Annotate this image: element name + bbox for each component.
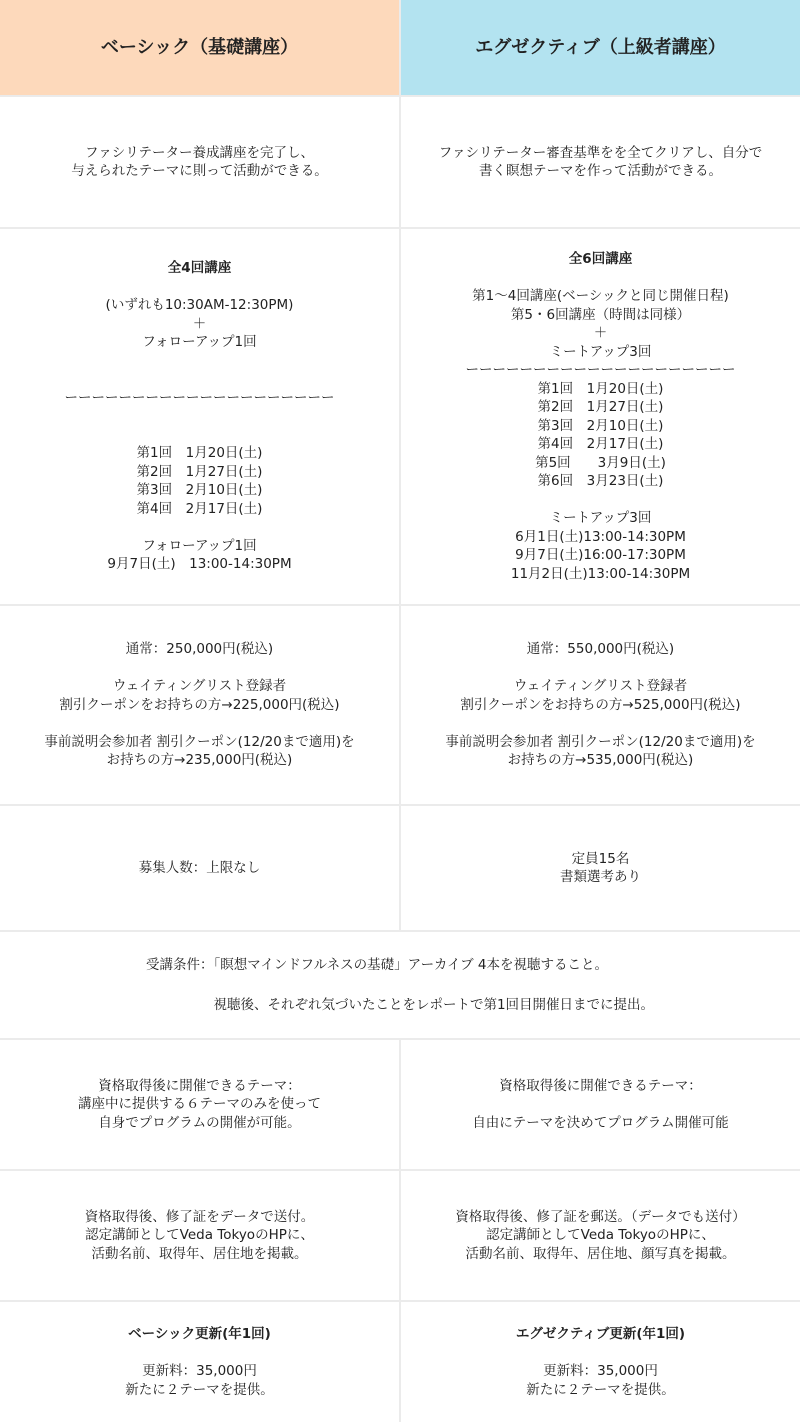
basic-certificate-cell — [0, 1171, 399, 1300]
executive-schedule-body: 第1〜4回講座(ベーシックと同じ開催日程) 第5・6回講座（時間は同様） ＋ ミートアップ3回 ーーーーーーーーーーーーーーーーーーーー 第1回 1月20日(土) 第2回 1月27日(土) 第3回 2月10日(土) 第4回 2月17日(土) 第5回 3月9日(土) 第6回 3月23日(土) ミートアップ3回 6月1日(土)13:00-14:30PM 9月7日(土)16:00-17:30PM 11月2日(土)13:00-14:30PM — [465, 288, 736, 582]
basic-certificate-text: 資格取得後、修了証をデータで送付。 認定講師としてVeda TokyoのHPに、 活動名前、取得年、居住地を掲載。 — [84, 1208, 315, 1262]
basic-renewal-body: 更新料：35,000円 新たに２テーマを提供。 — [125, 1363, 274, 1398]
executive-price-text: 通常：550,000円(税込) ウェイティングリスト登録者 割引クーポンをお持ちの方→525,000円(税込) 事前説明会参加者 割引クーポン(12/20まで適用)を お持ちの方→535,000円(税込) — [445, 641, 756, 769]
executive-capacity-text: 定員15名 書類選考あり — [560, 850, 641, 885]
basic-schedule — [65, 241, 335, 593]
executive-renewal-title: エグゼクティブ更新(年1回) — [515, 1326, 686, 1342]
basic-price-text: 通常：250,000円(税込) ウェイティングリスト登録者 割引クーポンをお持ちの方→225,000円(税込) 事前説明会参加者 割引クーポン(12/20まで適用)を お持ちの方→235,000円(税込) — [44, 641, 355, 769]
basic-capacity-text: 募集人数：上限なし — [138, 859, 261, 876]
executive-renewal — [516, 1307, 685, 1418]
basic-header-title: ベーシック（基礎講座） — [100, 36, 299, 58]
executive-renewal-body: 更新料：35,000円 新たに２テーマを提供。 — [526, 1363, 675, 1398]
basic-header — [0, 0, 399, 95]
basic-renewal-cell — [0, 1302, 399, 1422]
condition-line-1: 受講条件：「瞑想マインドフルネスの基礎」アーカイブ 4本を視聴すること。 — [145, 956, 608, 973]
basic-schedule-body: (いずれも10:30AM-12:30PM) ＋ フォローアップ1回 ーーーーーーーーーーーーーーーーーーーー 第1回 1月20日(土) 第2回 1月27日(土) 第3回 2月10日(土) 第4回 2月17日(土) フォローアップ1回 9月7日(土) 13:00-14:30PM — [64, 297, 335, 573]
basic-renewal — [125, 1307, 274, 1418]
basic-price-cell — [0, 606, 399, 804]
executive-schedule — [466, 232, 736, 602]
executive-renewal-cell — [401, 1302, 800, 1422]
condition-cell — [0, 932, 800, 1038]
basic-schedule-title: 全4回講座 — [167, 260, 232, 277]
executive-schedule-title: 全6回講座 — [568, 251, 633, 267]
basic-themes-cell — [0, 1040, 399, 1169]
executive-header-title: エグゼクティブ（上級者講座） — [475, 36, 726, 58]
executive-certificate-text: 資格取得後、修了証を郵送。（データでも送付） 認定講師としてVeda TokyoのHPに、 活動名前、取得年、居住地、顔写真を掲載。 — [455, 1208, 746, 1262]
executive-themes-text: 資格取得後に開催できるテーマ： 自由にテーマを決めてプログラム開催可能 — [472, 1077, 729, 1131]
basic-schedule-cell — [0, 229, 399, 604]
condition-line-2: 視聴後、それぞれ気づいたことをレポートで第1回目開催日までに提出。 — [145, 997, 655, 1014]
basic-renewal-title: ベーシック更新(年1回) — [128, 1326, 271, 1342]
executive-header — [401, 0, 800, 95]
executive-goal-text: ファシリテーター審査基準をを全てクリアし、自分で 書く瞑想テーマを作って活動ができる。 — [438, 144, 763, 179]
basic-themes-text: 資格取得後に開催できるテーマ： 講座中に提供する６テーマのみを使って 自身でプログラムの開催が可能。 — [78, 1077, 321, 1131]
basic-goal-cell — [0, 97, 399, 227]
executive-themes-cell — [401, 1040, 800, 1169]
executive-capacity-cell — [401, 806, 800, 930]
executive-certificate-cell — [401, 1171, 800, 1300]
executive-goal-cell — [401, 97, 800, 227]
basic-capacity-cell — [0, 806, 399, 930]
condition-block — [146, 935, 654, 1035]
executive-schedule-cell — [401, 229, 800, 604]
basic-goal-text: ファシリテーター養成講座を完了し、 与えられたテーマに則って活動ができる。 — [71, 144, 328, 179]
executive-price-cell — [401, 606, 800, 804]
